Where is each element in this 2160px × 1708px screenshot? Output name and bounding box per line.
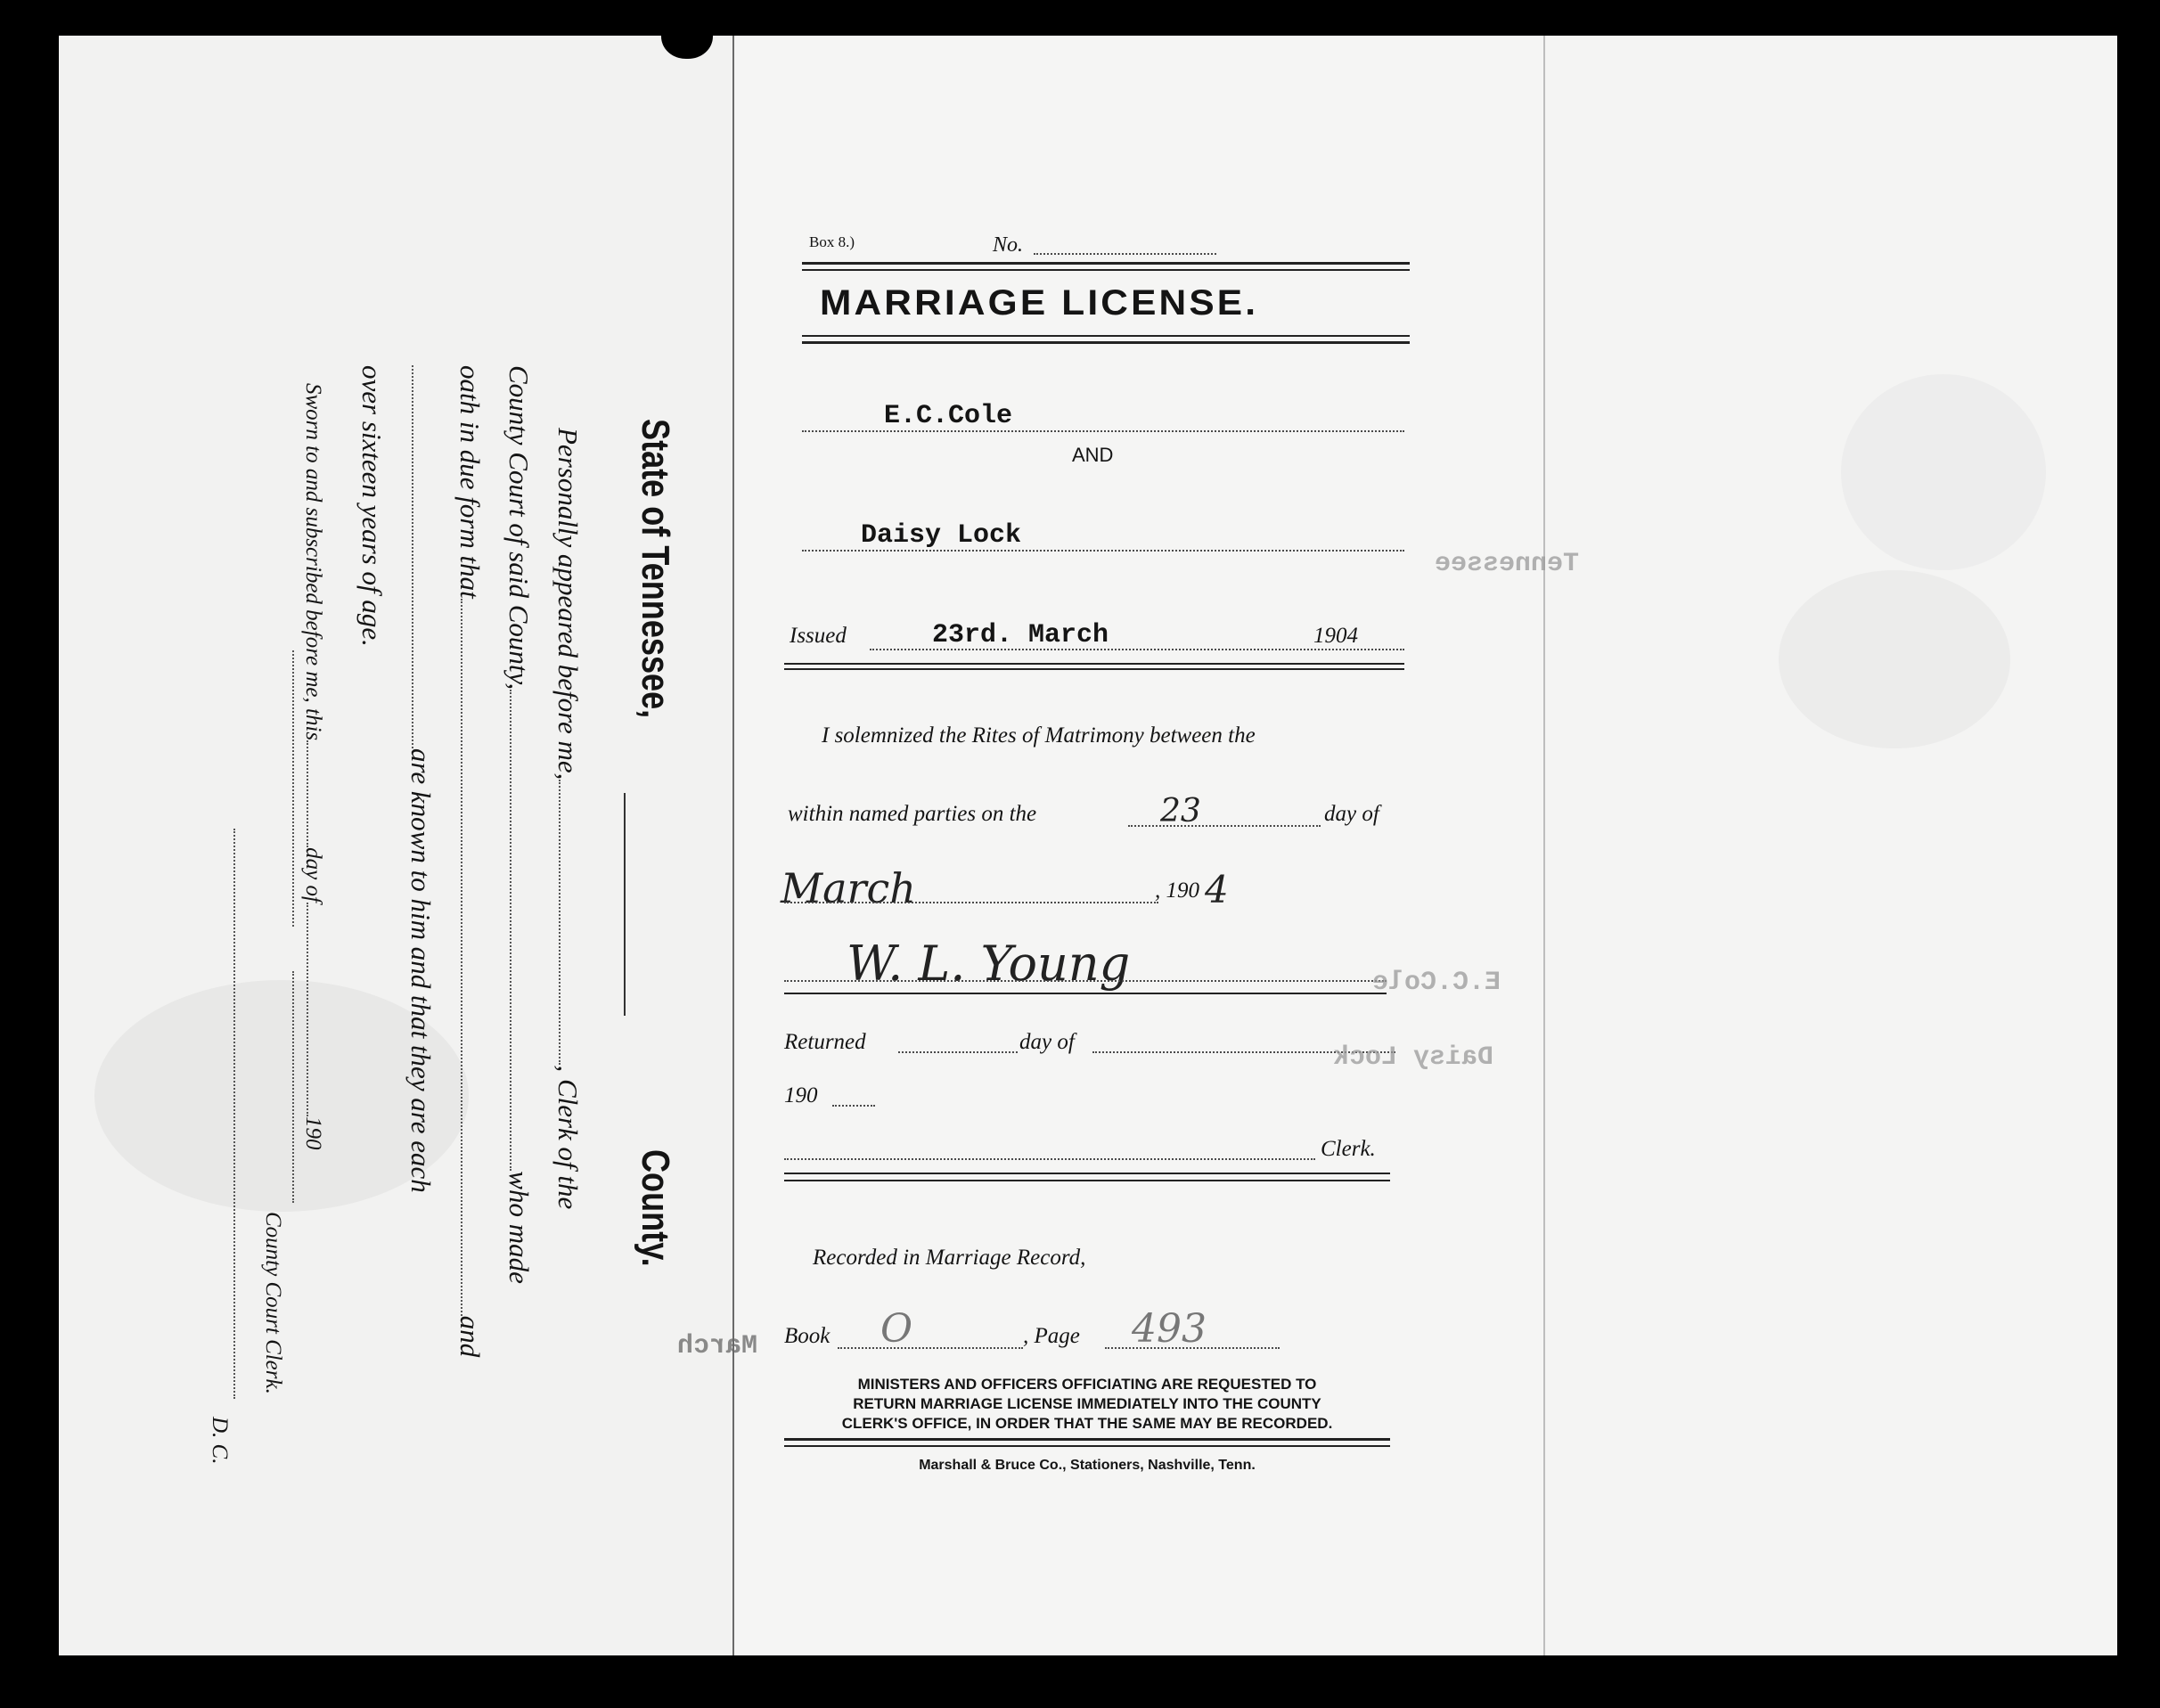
marriage-year-prefix: , 190 [1155,879,1199,903]
license-title: MARRIAGE LICENSE. [820,283,1259,323]
notice-line-3: CLERK'S OFFICE, IN ORDER THAT THE SAME MAY BE RECORDED. [841,1415,1333,1432]
bleed-bride: Daisy Lock [1333,1042,1494,1073]
license-no-label: No. [993,233,1024,257]
issued-field [870,649,1404,650]
issued-year: 1904 [1313,624,1358,648]
issued-label: Issued [790,624,847,648]
affidavit-line-4: are known to him and that they are each [405,365,437,1193]
bleed-groom: E.C.Cole [1372,968,1501,998]
returned-label: Returned [784,1030,866,1054]
parties-label: within named parties on the [788,802,1037,826]
affidavit-line-3: oath in due form thatand [454,365,486,1358]
returned-day-field [898,1051,1018,1053]
affidavit-line-2: County Court of said County,who made [503,365,535,1284]
solemnized-line: I solemnized the Rites of Matrimony between the [822,723,1256,748]
notice-line-1: MINISTERS AND OFFICERS OFFICIATING ARE REQUESTED TO [857,1376,1317,1393]
book-label: Book [784,1324,830,1348]
right-fold-panel [1543,36,2117,1655]
county-label: County. [634,1149,677,1267]
parties-day-handwritten: 23 [1160,793,1201,829]
returned-day-of: day of [1019,1030,1075,1054]
punch-hole [661,12,713,59]
returned-year: 190 [784,1083,818,1107]
page-label: , Page [1023,1324,1080,1348]
page-value-handwritten: 493 [1132,1306,1207,1352]
bleed-month: March [677,1331,758,1361]
bride-name: Daisy Lock [861,520,1022,551]
affidavit-line-1: Personally appeared before me,, Clerk of the [552,428,584,1210]
state-title: State of Tennessee, [634,419,677,719]
sworn-line: Sworn to and subscribed before me, thisday of190 [301,383,325,1150]
bride-field [802,550,1404,552]
affidavit-rotated [89,365,677,1577]
marriage-month-handwritten: March [781,864,916,912]
clerk-signature-field [784,1158,1315,1160]
deputy-clerk-label: D. C. [208,1417,232,1465]
license-no-field [1034,253,1216,255]
clerk-label: Clerk. [1321,1137,1376,1161]
affidavit-line-5: over sixteen years of age. [356,365,388,647]
and-label: AND [1072,444,1114,466]
notice-line-2: RETURN MARRIAGE LICENSE IMMEDIATELY INTO THE COUNTY [853,1395,1321,1412]
groom-field [802,430,1404,432]
returned-year-field [832,1105,875,1107]
officiant-field [784,980,1387,982]
county-court-clerk-label: County Court Clerk. [261,1212,285,1394]
box-number: Box 8.) [809,233,855,250]
parties-day-field [1128,825,1321,827]
sworn-signature-line-a [292,650,294,927]
groom-name: E.C.Cole [884,401,1013,431]
recorded-label: Recorded in Marriage Record, [813,1246,1086,1270]
issued-date: 23rd. March [932,620,1109,650]
deputy-clerk-line [233,829,235,1399]
county-name-line [624,793,626,1016]
printer-imprint: Marshall & Bruce Co., Stationers, Nashville, Tenn. [919,1458,1256,1473]
page-field [1105,1347,1280,1349]
officiant-signature: W. L. Young [847,936,1131,992]
book-value-handwritten: O [880,1306,913,1352]
marriage-month-field [784,902,1158,903]
book-field [838,1347,1023,1349]
bleed-state: Tennessee [1435,549,1580,579]
sworn-signature-line-b [292,971,294,1203]
day-of-label: day of [1324,802,1379,826]
marriage-year-handwritten: 4 [1205,868,1229,911]
